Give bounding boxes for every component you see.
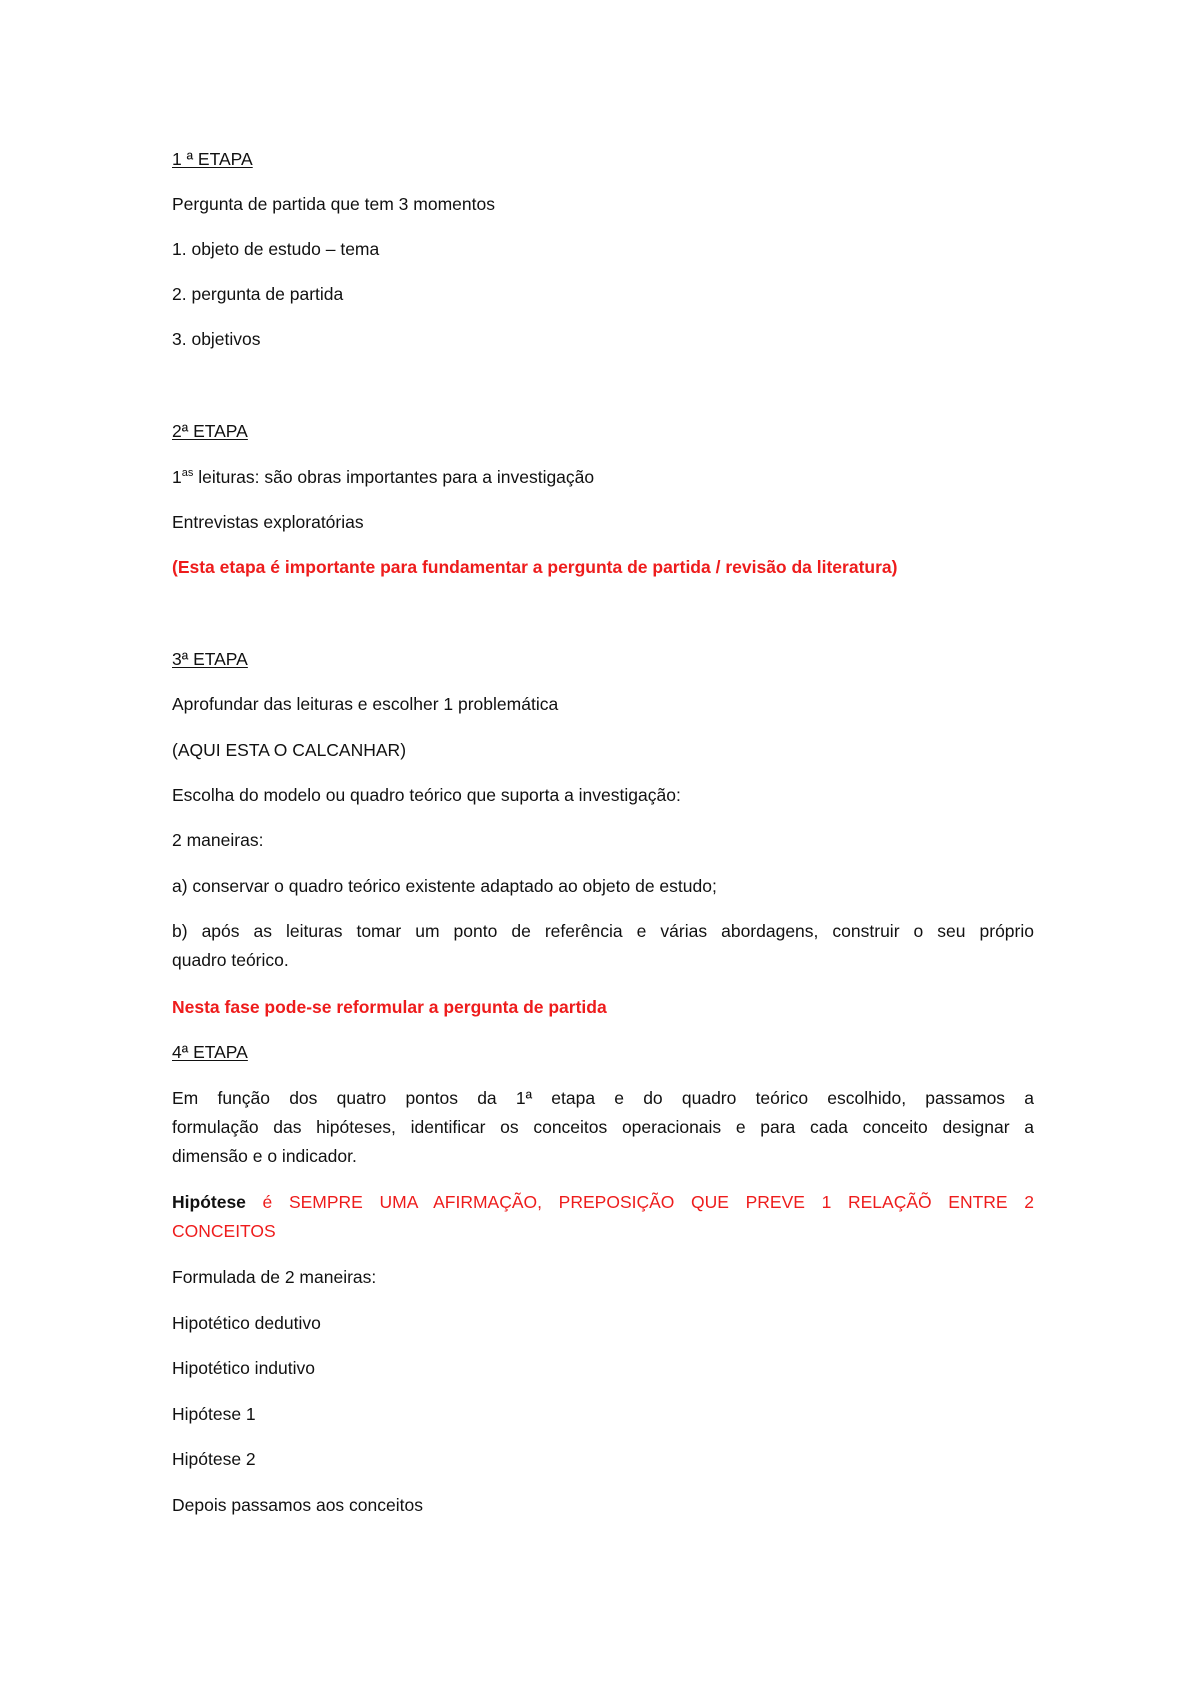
etapa3-heading: 3ª ETAPA <box>172 649 248 669</box>
etapa2-heading: 2ª ETAPA <box>172 421 248 441</box>
etapa4-paragraph-line-3: dimensão e o indicador. <box>172 1146 357 1166</box>
etapa1-intro: Pergunta de partida que tem 3 momentos <box>172 194 495 214</box>
hipotese-definition-text: é SEMPRE UMA AFIRMAÇÃO, PREPOSIÇÃO QUE PREVE 1 RELAÇÃÕ ENTRE 2 <box>245 1192 1034 1212</box>
etapa3-line-3: Escolha do modelo ou quadro teórico que suporta a investigação: <box>172 785 681 805</box>
leituras-text: leituras: são obras importantes para a investigação <box>193 467 595 487</box>
leituras-number: 1 <box>172 467 182 487</box>
etapa1-item-1: 1. objeto de estudo – tema <box>172 239 380 259</box>
etapa2-leituras <box>172 463 1034 492</box>
etapa4-paragraph-line-2: formulação das hipóteses, identificar os conceitos operacionais e para cada conceito designar a <box>172 1117 1034 1137</box>
etapa3-line-1: Aprofundar das leituras e escolher 1 problemática <box>172 694 559 714</box>
etapa3-line-4: 2 maneiras: <box>172 830 264 850</box>
etapa1-item-2: 2. pergunta de partida <box>172 284 344 304</box>
hipotese-definition-line-1 <box>172 1188 1034 1217</box>
etapa3-b-line-1: b) após as leituras tomar um ponto de referência e várias abordagens, construir o seu próprio <box>172 921 1034 941</box>
etapa3-b-line-2: quadro teórico. <box>172 950 289 970</box>
hipotetico-dedutivo: Hipotético dedutivo <box>172 1313 321 1333</box>
etapa4-heading: 4ª ETAPA <box>172 1042 248 1062</box>
etapa3-line-5: a) conservar o quadro teórico existente adaptado ao objeto de estudo; <box>172 876 717 896</box>
etapa3-red-note: Nesta fase pode-se reformular a pergunta de partida <box>172 997 607 1017</box>
hipotese-2: Hipótese 2 <box>172 1449 256 1469</box>
formulada-line: Formulada de 2 maneiras: <box>172 1267 377 1287</box>
hipotese-label: Hipótese <box>172 1192 246 1212</box>
etapa3-line-2: (AQUI ESTA O CALCANHAR) <box>172 740 407 760</box>
etapa4-paragraph-line-1: Em função dos quatro pontos da 1ª etapa e do quadro teórico escolhido, passamos a <box>172 1088 1034 1108</box>
etapa1-item-3: 3. objetivos <box>172 329 261 349</box>
etapa2-entrevistas: Entrevistas exploratórias <box>172 512 364 532</box>
etapa1-heading: 1 ª ETAPA <box>172 149 253 169</box>
hipotese-definition-line-2: CONCEITOS <box>172 1221 276 1241</box>
hipotese-1: Hipótese 1 <box>172 1404 256 1424</box>
leituras-superscript: as <box>181 467 194 480</box>
hipotetico-indutivo: Hipotético indutivo <box>172 1358 315 1378</box>
depois-line: Depois passamos aos conceitos <box>172 1495 423 1515</box>
etapa2-red-note: (Esta etapa é importante para fundamentar a pergunta de partida / revisão da literatura) <box>172 557 898 577</box>
